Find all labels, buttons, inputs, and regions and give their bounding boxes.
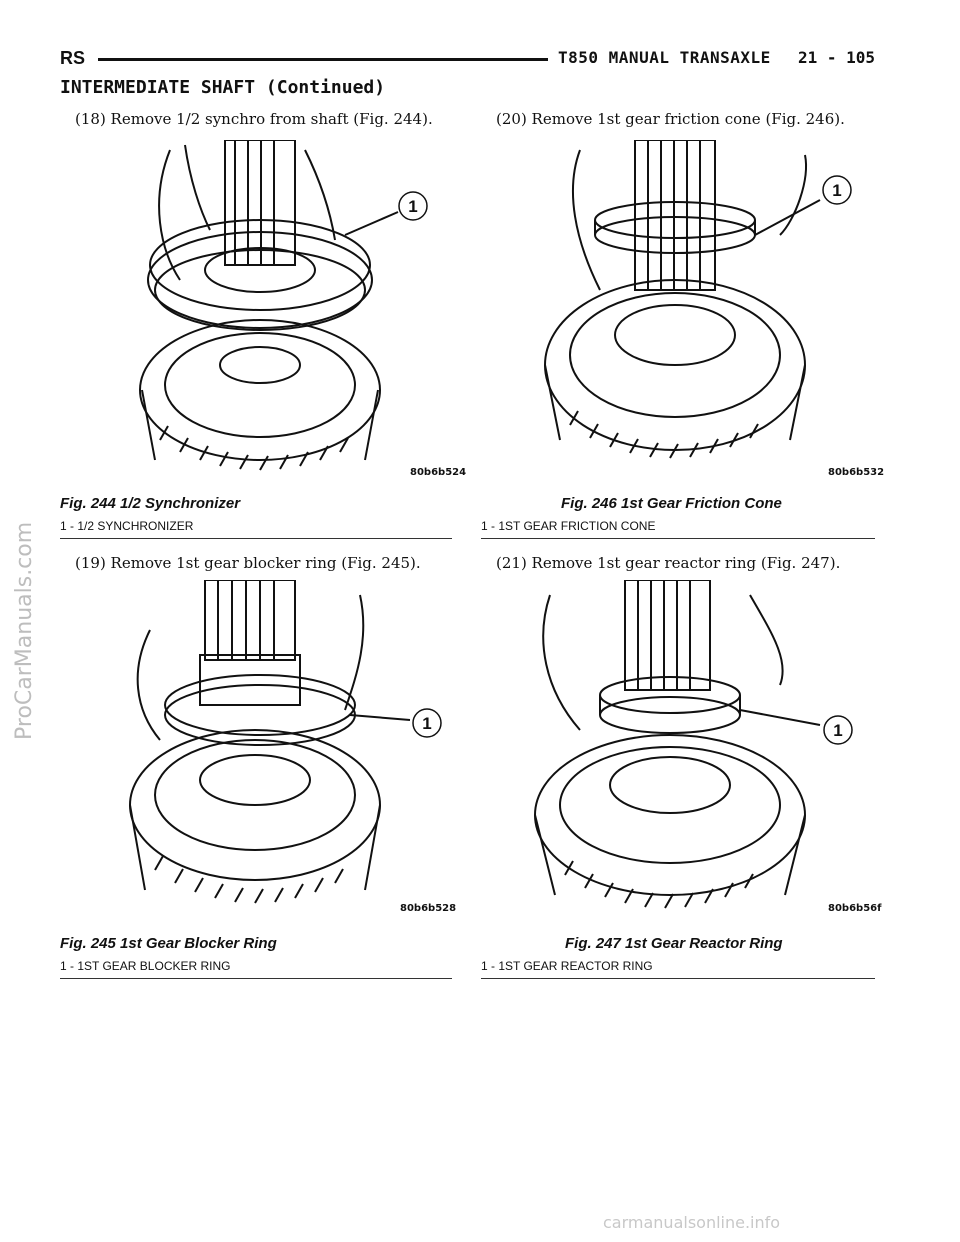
- header-section-code: RS: [60, 48, 86, 68]
- fig245-callout: 1: [422, 714, 432, 733]
- header-rule: [98, 58, 548, 61]
- fig244-caption: Fig. 244 1/2 Synchronizer: [60, 495, 241, 512]
- figure-247-illustration: [520, 580, 870, 920]
- fig244-callout: 1: [408, 197, 418, 216]
- step-18: (18) Remove 1/2 synchro from shaft (Fig. 244).: [75, 110, 433, 128]
- fig245-code: 80b6b528: [400, 903, 457, 914]
- fig246-legend: 1 - 1ST GEAR FRICTION CONE: [481, 519, 656, 533]
- fig247-caption: Fig. 247 1st Gear Reactor Ring: [565, 935, 783, 952]
- step-21: (21) Remove 1st gear reactor ring (Fig. 247).: [496, 554, 841, 572]
- figure-246-illustration: [540, 140, 880, 470]
- fig246-callout: 1: [832, 181, 842, 200]
- fig244-code: 80b6b524: [410, 467, 467, 478]
- section-title: INTERMEDIATE SHAFT (Continued): [60, 77, 386, 98]
- fig245-legend: 1 - 1ST GEAR BLOCKER RING: [60, 959, 231, 973]
- fig247-legend: 1 - 1ST GEAR REACTOR RING: [481, 959, 653, 973]
- fig247-rule: [481, 978, 875, 979]
- fig247-code: 80b6b56f: [828, 903, 882, 914]
- step-20: (20) Remove 1st gear friction cone (Fig. 246).: [496, 110, 845, 128]
- fig246-code: 80b6b532: [828, 467, 885, 478]
- figure-245-illustration: [120, 580, 460, 920]
- fig245-rule: [60, 978, 452, 979]
- header-title: T850 MANUAL TRANSAXLE: [558, 48, 771, 67]
- side-watermark: ProCarManuals.com: [12, 521, 37, 740]
- page-number: 21 - 105: [798, 48, 876, 67]
- step-19: (19) Remove 1st gear blocker ring (Fig. 245).: [75, 554, 421, 572]
- fig247-callout: 1: [833, 721, 843, 740]
- fig246-caption: Fig. 246 1st Gear Friction Cone: [561, 495, 782, 512]
- fig246-rule: [481, 538, 875, 539]
- fig244-legend: 1 - 1/2 SYNCHRONIZER: [60, 519, 194, 533]
- fig245-caption: Fig. 245 1st Gear Blocker Ring: [60, 935, 277, 952]
- fig244-rule: [60, 538, 452, 539]
- bottom-watermark: carmanualsonline.info: [603, 1213, 781, 1232]
- figure-244-illustration: [130, 140, 460, 480]
